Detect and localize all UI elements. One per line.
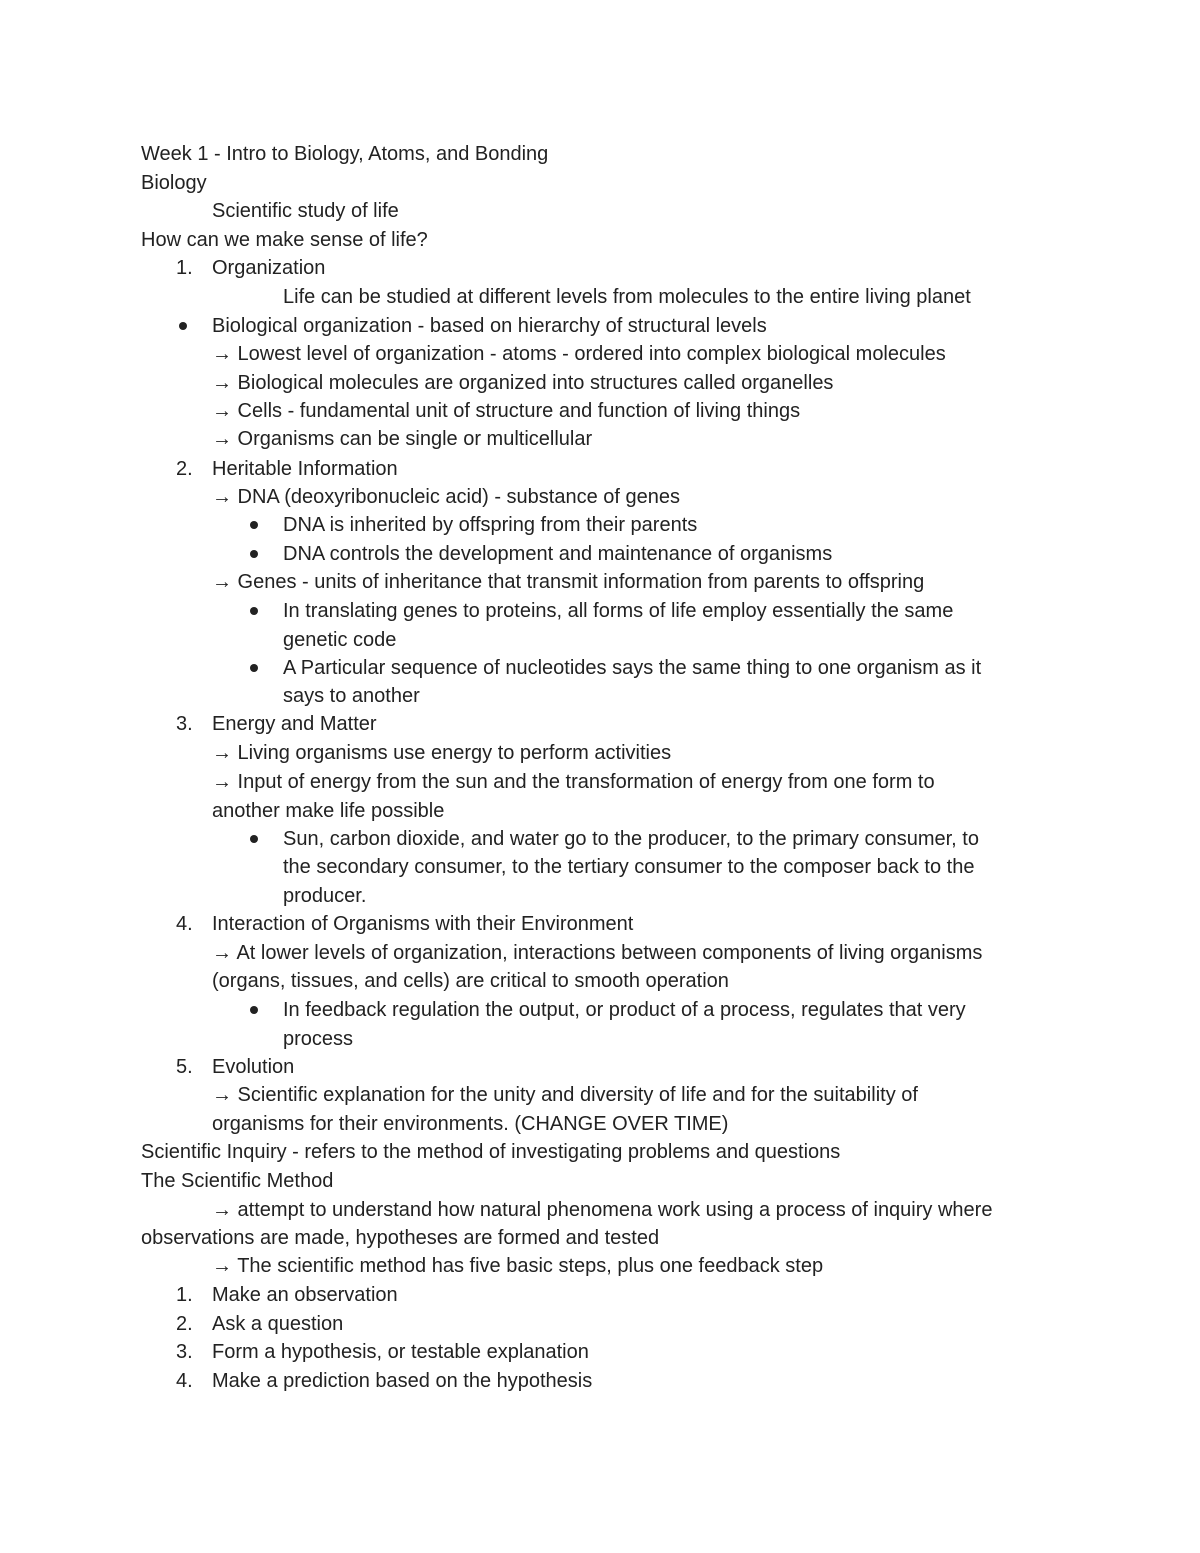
arrow-item: → Living organisms use energy to perform activities [212,742,672,764]
bullet-marker [250,550,258,558]
method-step: Ask a question [212,1313,344,1335]
bullet-item-continuation: process [283,1028,354,1050]
bullet-item: In translating genes to proteins, all forms of life employ essentially the same [283,600,954,622]
method-step: Make an observation [212,1284,398,1306]
arrow-item: → Organisms can be single or multicellular [212,428,593,450]
list-number: 2. [176,458,193,480]
document-title: Week 1 - Intro to Biology, Atoms, and Bonding [141,143,549,165]
arrow-item: → Genes - units of inheritance that transmit information from parents to offspring [212,571,925,593]
scientific-method-heading: The Scientific Method [141,1170,334,1192]
bullet-marker [250,1006,258,1014]
bullet-marker [250,521,258,529]
list-number: 1. [176,1284,193,1306]
list-number: 4. [176,1370,193,1392]
bullet-item: In feedback regulation the output, or product of a process, regulates that very [283,999,966,1021]
theme-evolution: Evolution [212,1056,295,1078]
arrow-item: → Cells - fundamental unit of structure and function of living things [212,400,801,422]
arrow-item: → Lowest level of organization - atoms - ordered into complex biological molecules [212,343,946,365]
arrow-item-continuation: another make life possible [212,800,445,822]
theme-heritable-information: Heritable Information [212,458,398,480]
biology-heading: Biology [141,172,207,194]
arrow-item: → Input of energy from the sun and the transformation of energy from one form to [212,771,935,793]
bullet-item-continuation: says to another [283,685,420,707]
arrow-item: → Scientific explanation for the unity and diversity of life and for the suitability of [212,1084,918,1106]
bullet-item: Sun, carbon dioxide, and water go to the producer, to the primary consumer, to [283,828,979,850]
arrow-item: → Biological molecules are organized into structures called organelles [212,372,834,394]
sense-question: How can we make sense of life? [141,229,428,251]
arrow-item: → DNA (deoxyribonucleic acid) - substance of genes [212,486,681,508]
bullet-marker [179,322,187,330]
list-number: 1. [176,257,193,279]
theme-organization: Organization [212,257,326,279]
list-number: 4. [176,913,193,935]
bullet-item: DNA is inherited by offspring from their parents [283,514,698,536]
arrow-item-continuation: (organs, tissues, and cells) are critical to smooth operation [212,970,729,992]
bullet-item: DNA controls the development and maintenance of organisms [283,543,833,565]
arrow-item-continuation: organisms for their environments. (CHANGE OVER TIME) [212,1113,729,1135]
list-number: 5. [176,1056,193,1078]
bullet-item-continuation: the secondary consumer, to the tertiary consumer to the composer back to the [283,856,975,878]
arrow-item-continuation: observations are made, hypotheses are formed and tested [141,1227,660,1249]
arrow-item: → The scientific method has five basic steps, plus one feedback step [212,1255,824,1277]
theme-interaction: Interaction of Organisms with their Environment [212,913,634,935]
arrow-item: → attempt to understand how natural phenomena work using a process of inquiry where [212,1199,993,1221]
organization-description: Life can be studied at different levels from molecules to the entire living planet [283,286,971,308]
bullet-marker [250,664,258,672]
method-step: Form a hypothesis, or testable explanation [212,1341,589,1363]
theme-energy-and-matter: Energy and Matter [212,713,377,735]
list-number: 3. [176,713,193,735]
list-number: 3. [176,1341,193,1363]
arrow-item: → At lower levels of organization, interactions between components of living organisms [212,942,983,964]
bullet-marker [250,835,258,843]
scientific-inquiry: Scientific Inquiry - refers to the method of investigating problems and questions [141,1141,841,1163]
method-step: Make a prediction based on the hypothesis [212,1370,593,1392]
list-number: 2. [176,1313,193,1335]
bullet-item: Biological organization - based on hierarchy of structural levels [212,315,767,337]
bullet-item-continuation: producer. [283,885,367,907]
biology-definition: Scientific study of life [212,200,399,222]
bullet-item-continuation: genetic code [283,629,397,651]
bullet-item: A Particular sequence of nucleotides says the same thing to one organism as it [283,657,982,679]
bullet-marker [250,607,258,615]
